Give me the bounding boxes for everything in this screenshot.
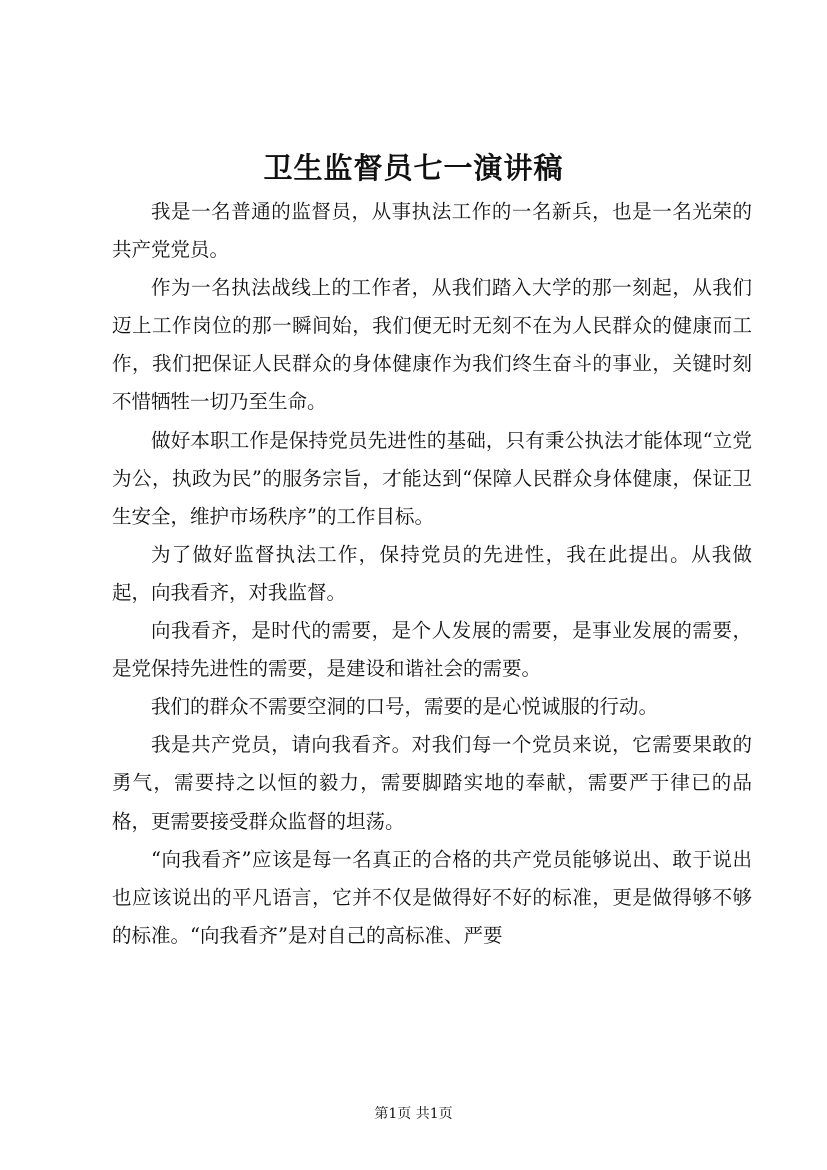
document-title: 卫生监督员七一演讲稿 <box>263 151 564 185</box>
paragraph-4: 为了做好监督执法工作，保持党员的先进性，我在此提出。从我做起，向我看齐，对我监督。 <box>112 542 752 604</box>
paragraph-1: 我是一名普通的监督员，从事执法工作的一名新兵，也是一名光荣的共产党党员。 <box>112 200 752 262</box>
page-footer: 第1页 共1页 <box>374 1106 453 1122</box>
paragraph-6: 我们的群众不需要空洞的口号，需要的是心悦诚服的行动。 <box>151 695 659 719</box>
paragraph-3: 做好本职工作是保持党员先进性的基础，只有秉公执法才能体现“立党为公，执政为民”的服务宗旨，才能达到“保障人民群众身体健康，保证卫生安全，维护市场秩序”的工作目标。 <box>112 428 752 528</box>
paragraph-8: “向我看齐”应该是每一名真正的合格的共产党员能够说出、敢于说出也应该说出的平凡语言，它并不仅是做得好不好的标准，更是做得够不够的标准。“向我看齐”是对自己的高标准、严要 <box>112 847 752 947</box>
paragraph-2: 作为一名执法战线上的工作者，从我们踏入大学的那一刻起，从我们迈上工作岗位的那一瞬间始，我们便无时无刻不在为人民群众的健康而工作，我们把保证人民群众的身体健康作为我们终生奋斗的事业，关键时刻不惜牺牲一切乃至生命。 <box>112 276 752 414</box>
paragraph-5: 向我看齐，是时代的需要，是个人发展的需要，是事业发展的需要，是党保持先进性的需要，是建设和谐社会的需要。 <box>112 619 752 681</box>
paragraph-7: 我是共产党员，请向我看齐。对我们每一个党员来说，它需要果敢的勇气，需要持之以恒的毅力，需要脚踏实地的奉献，需要严于律已的品格，更需要接受群众监督的坦荡。 <box>112 733 752 833</box>
document-body <box>112 193 752 955</box>
